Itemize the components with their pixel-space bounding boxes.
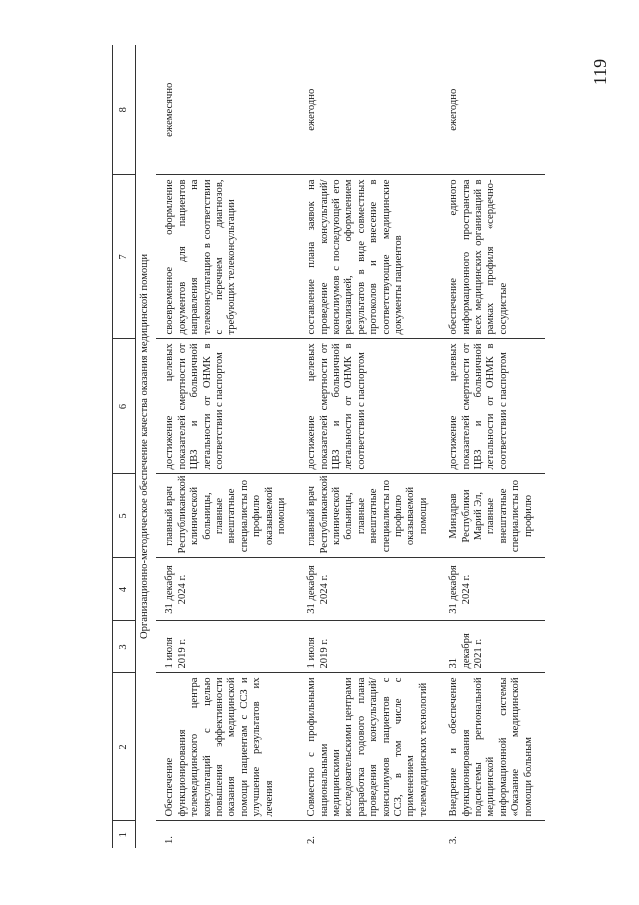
expected-result: достижение целевых показателей смертности от ЦВЗ и больничной летальности от ОНМК в соответствии с паспортом (440, 339, 545, 474)
column-number: 7 (113, 175, 136, 339)
column-number: 4 (113, 558, 136, 621)
responsible: Минздрав Республики Марий Эл, главные внештатные специалисты по профилю (440, 474, 545, 558)
frequency: ежегодно (448, 88, 460, 131)
column-number: 1 (113, 821, 136, 848)
responsible: главный врач Республиканской клинической больницы, главные внештатные специалисты по профилю оказываемой помощи (156, 474, 298, 558)
column-number: 3 (113, 621, 136, 673)
table-row (440, 45, 545, 848)
table-row (298, 45, 440, 848)
start-date: 31 декабря 2021 г. (440, 621, 545, 673)
column-number: 2 (113, 673, 136, 821)
indicator: своевременное оформление документов для пациентов направления на телеконсультацию в соответствии с перечнем диагнозов, требующих телеконсультации (156, 175, 298, 339)
column-number: 6 (113, 339, 136, 474)
frequency: ежемесячно (164, 82, 176, 137)
measure-name: Обеспечение функционирования телемедицинского центра консультаций с целью повышения эффективности оказания медицинской помощи пациентам с ССЗ и улучшение результатов их лечения (156, 673, 298, 821)
indicator: обеспечение единого информационного пространства всех медицинских организаций в рамках профиля «сердечно-сосудистые (440, 175, 545, 339)
responsible: главный врач Республиканской клинической больницы, главные внештатные специалисты по профилю оказываемой помощи (298, 474, 440, 558)
measure-name: Совместно с профильными национальными медицинскими исследовательскими центрами разработка годового плана проведения консультаций/консилиумов пациентов с ССЗ, в том числе с применением телемедицинских технологий (298, 673, 440, 821)
measure-name: Внедрение и обеспечение функционирования подсистемы региональной медицинской информационной системы «Оказание медицинской помощи больным (440, 673, 545, 821)
measures-table (112, 45, 545, 848)
row-number: 3. (440, 821, 545, 848)
end-date: 31 декабря 2024 г. (156, 558, 298, 621)
expected-result: достижение целевых показателей смертности от ЦВЗ и больничной летальности от ОНМК в соответствии с паспортом (156, 339, 298, 474)
start-date: 1 июля 2019 г. (298, 621, 440, 673)
start-date: 1 июля 2019 г. (156, 621, 298, 673)
section-row (136, 45, 157, 848)
page-number: 119 (589, 58, 610, 86)
column-number: 8 (113, 45, 136, 175)
table-row (156, 45, 298, 848)
indicator: составление плана заявок на проведение консультаций/ консилиумов с последующей его реализацией, оформлением результатов в виде совместных протоколов и внесение в соответствующие медицинские документы пациентов (298, 175, 440, 339)
frequency: ежегодно (306, 88, 318, 131)
row-number: 1. (156, 821, 298, 848)
expected-result: достижение целевых показателей смертности от ЦВЗ и больничной летальности от ОНМК в соответствии с паспортом (298, 339, 440, 474)
end-date: 31 декабря 2024 г. (440, 558, 545, 621)
row-number: 2. (298, 821, 440, 848)
column-numbers-row (113, 45, 136, 848)
section-title: Организационно-методическое обеспечение качества оказания медицинской помощи (139, 253, 150, 640)
end-date: 31 декабря 2024 г. (298, 558, 440, 621)
column-number: 5 (113, 474, 136, 558)
rotated-table-frame (112, 45, 536, 848)
